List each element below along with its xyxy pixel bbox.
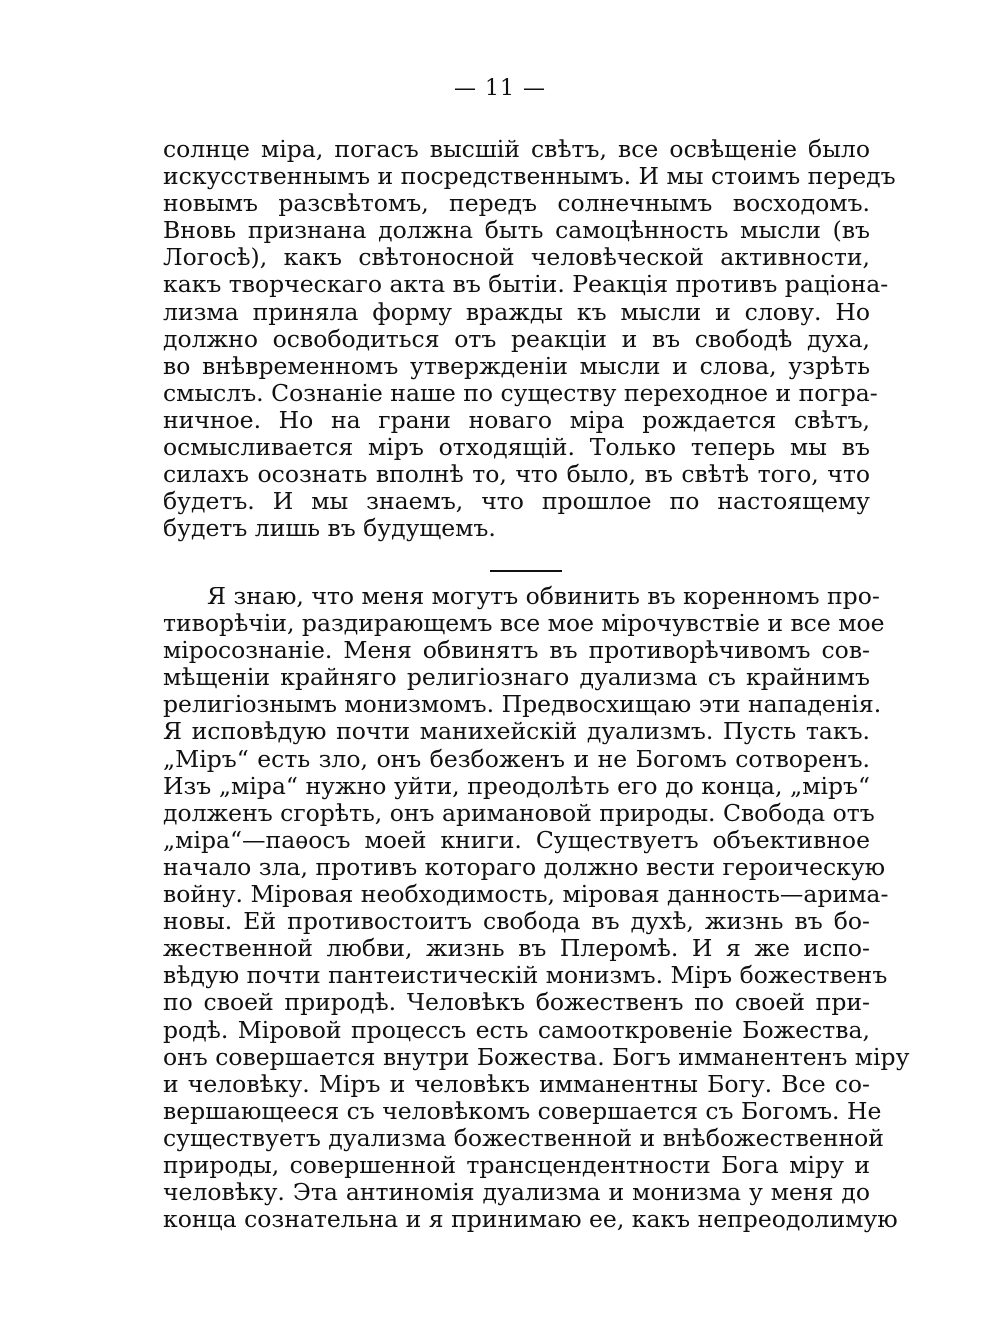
text-line: какъ творческаго акта въ бытіи. Реакція противъ раціона- xyxy=(163,270,889,299)
text-line: смыслъ. Сознаніе наше по существу переходное и погра- xyxy=(163,378,878,407)
text-line: новымъ разсвѣтомъ, передъ солнечнымъ восходомъ. xyxy=(163,189,870,218)
text-line: должно освободиться отъ реакціи и въ свободѣ духа, xyxy=(163,324,870,353)
text-line: мѣщеніи крайняго религіознаго дуализма съ крайнимъ xyxy=(163,663,870,692)
text-line: силахъ осознать вполнѣ то, что было, въ свѣтѣ того, что xyxy=(163,460,870,489)
text-line: лизма приняла форму вражды къ мысли и слову. Но xyxy=(163,297,870,326)
text-line: Я знаю, что меня могутъ обвинить въ коренномъ про- xyxy=(207,582,880,610)
text-line: „міра“—паѳосъ моей книги. Существуетъ объективное xyxy=(163,825,870,854)
text-line: войну. Міровая необходимость, міровая данность—арима- xyxy=(163,880,889,909)
text-line: будетъ. И мы знаемъ, что прошлое по настоящему xyxy=(163,487,870,516)
paragraph-2 xyxy=(163,582,910,1234)
text-line: осмысливается міръ отходящій. Только теперь мы въ xyxy=(163,433,870,462)
text-line: Я исповѣдую почти манихейскій дуализмъ. Пусть такъ. xyxy=(163,717,870,746)
text-line: по своей природѣ. Человѣкъ божественъ по своей при- xyxy=(163,988,870,1017)
text-line: конца сознательна и я принимаю ее, какъ непреодолимую xyxy=(163,1205,898,1234)
text-line: міросознаніе. Меня обвинятъ въ противорѣчивомъ сов- xyxy=(163,636,870,665)
text-line: тиворѣчіи, раздирающемъ все мое мірочувствіе и все мое xyxy=(163,609,885,638)
text-line: человѣку. Эта антиномія дуализма и монизма у меня до xyxy=(163,1178,870,1207)
text-line: Вновь признана должна быть самоцѣнность мысли (въ xyxy=(163,216,870,245)
text-line: родѣ. Міровой процессъ есть самооткровеніе Божества, xyxy=(163,1015,870,1044)
text-line: природы, совершенной трансцендентности Бога міру и xyxy=(163,1150,870,1179)
text-line: религіознымъ монизмомъ. Предвосхищаю эти нападенія. xyxy=(163,690,882,719)
text-line: существуетъ дуализма божественной и внѣбожественной xyxy=(163,1123,884,1152)
page-number: — 11 — xyxy=(454,76,546,101)
text-line: солнце міра, погасъ высшій свѣтъ, все освѣщеніе было xyxy=(163,135,870,163)
text-line: новы. Ей противостоитъ свобода въ духѣ, жизнь въ бо- xyxy=(163,907,870,936)
text-line: начало зла, противъ котораго должно вести героическую xyxy=(163,852,886,881)
section-divider xyxy=(490,570,562,572)
text-line: Изъ „міра“ нужно уйти, преодолѣть его до конца, „міръ“ xyxy=(163,771,870,800)
text-line: искусственнымъ и посредственнымъ. И мы стоимъ передъ xyxy=(163,162,896,191)
text-line: онъ совершается внутри Божества. Богъ имманентенъ міру xyxy=(163,1042,910,1071)
text-line: во внѣвременномъ утвержденіи мысли и слова, узрѣть xyxy=(163,351,870,380)
text-line: „Міръ“ есть зло, онъ безбоженъ и не Богомъ сотворенъ. xyxy=(163,744,870,773)
text-line: жественной любви, жизнь въ Плеромѣ. И я же испо- xyxy=(163,934,870,963)
text-line: вѣдую почти пантеистическій монизмъ. Міръ божественъ xyxy=(163,961,888,990)
text-line: вершающееся съ человѣкомъ совершается съ Богомъ. Не xyxy=(163,1096,882,1125)
paragraph-1 xyxy=(163,135,896,543)
text-line: Логосѣ), какъ свѣтоносной человѣческой активности, xyxy=(163,243,870,272)
text-line: долженъ сгорѣть, онъ аримановой природы. Свобода отъ xyxy=(163,798,875,827)
text-line: и человѣку. Міръ и человѣкъ имманентны Богу. Все со- xyxy=(163,1069,870,1098)
text-line: ничное. Но на грани новаго міра рождается свѣтъ, xyxy=(163,405,870,434)
text-line: будетъ лишь въ будущемъ. xyxy=(163,514,496,543)
